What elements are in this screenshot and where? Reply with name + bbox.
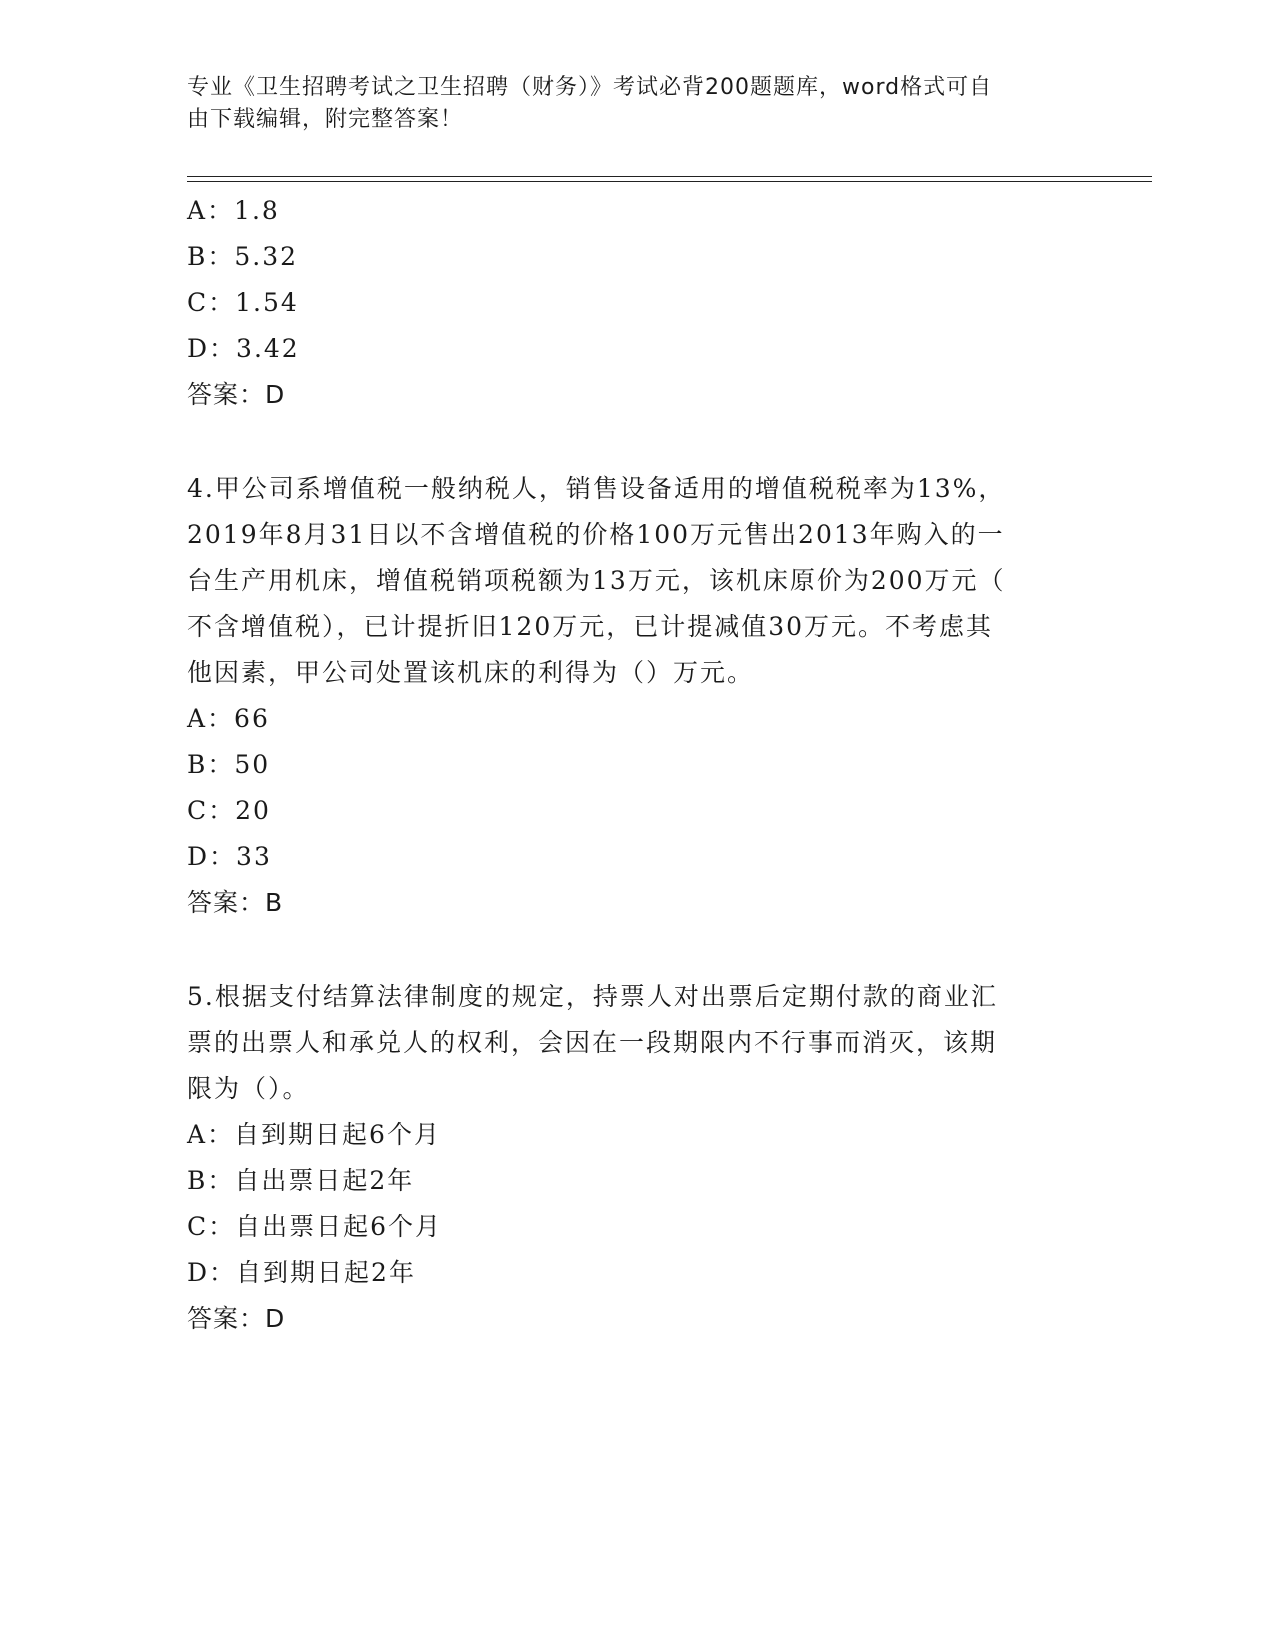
question-3-block xyxy=(187,188,1087,418)
q3-option-b: B：5.32 xyxy=(187,242,299,271)
q5-stem xyxy=(187,974,1067,1112)
header-divider-bottom xyxy=(187,181,1152,182)
header-line-2: 由下载编辑，附完整答案！ xyxy=(187,107,464,132)
q5-stem-line: 限为（）。 xyxy=(187,1074,310,1103)
document-header xyxy=(187,72,1067,136)
q4-stem-line: 不含增值税），已计提折旧120万元，已计提减值30万元。不考虑其 xyxy=(187,612,994,641)
q4-stem xyxy=(187,466,1067,696)
q5-option-a: A：自到期日起6个月 xyxy=(187,1120,441,1149)
q4-stem-line: 他因素，甲公司处置该机床的利得为（）万元。 xyxy=(187,658,755,687)
q4-stem-line: 2019年8月31日以不含增值税的价格100万元售出2013年购入的一 xyxy=(187,520,1005,549)
q5-option-b: B：自出票日起2年 xyxy=(187,1166,415,1195)
q4-option-b: B：50 xyxy=(187,750,271,779)
q5-option-c: C：自出票日起6个月 xyxy=(187,1212,443,1241)
q3-option-d: D：3.42 xyxy=(187,334,300,363)
spacer xyxy=(187,926,1087,974)
header-line-1: 专业《卫生招聘考试之卫生招聘（财务）》考试必背200题题库，word格式可自 xyxy=(187,75,993,100)
question-5-block xyxy=(187,974,1087,1342)
q5-stem-line: 票的出票人和承兑人的权利，会因在一段期限内不行事而消灭，该期 xyxy=(187,1028,998,1057)
q4-option-a: A：66 xyxy=(187,704,270,733)
q4-stem-line: 4.甲公司系增值税一般纳税人，销售设备适用的增值税税率为13%， xyxy=(187,474,1006,503)
q3-option-a: A：1.8 xyxy=(187,196,280,225)
question-4-block xyxy=(187,466,1087,926)
spacer xyxy=(187,418,1087,466)
q5-option-d: D：自到期日起2年 xyxy=(187,1258,416,1287)
q5-stem-line: 5.根据支付结算法律制度的规定，持票人对出票后定期付款的商业汇 xyxy=(187,982,998,1011)
q4-stem-line: 台生产用机床，增值税销项税额为13万元，该机床原价为200万元（ xyxy=(187,566,1006,595)
q4-option-d: D：33 xyxy=(187,842,272,871)
q4-option-c: C：20 xyxy=(187,796,271,825)
question-list xyxy=(187,188,1087,1342)
q4-answer: 答案：B xyxy=(187,888,284,917)
header-divider-top xyxy=(187,176,1152,177)
q3-option-c: C：1.54 xyxy=(187,288,299,317)
q5-answer: 答案：D xyxy=(187,1304,286,1333)
q3-answer: 答案：D xyxy=(187,380,286,409)
